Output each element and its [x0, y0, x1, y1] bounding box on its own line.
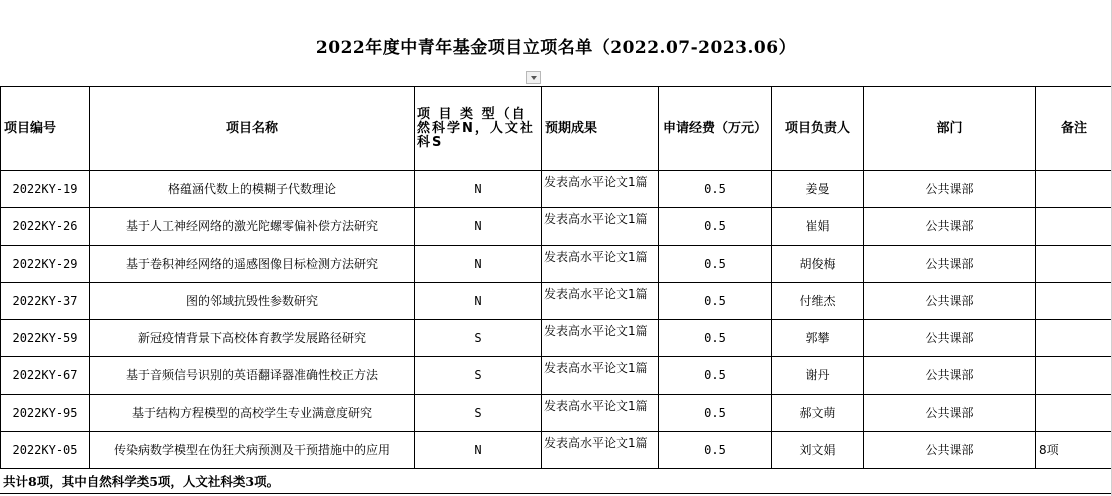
cell-type[interactable]: N — [415, 171, 542, 208]
cell-funding[interactable]: 0.5 — [659, 357, 772, 394]
header-funding: 申请经费（万元） — [659, 87, 772, 171]
cell-leader[interactable]: 谢丹 — [772, 357, 864, 394]
cell-type[interactable]: N — [415, 431, 542, 468]
cell-type[interactable]: S — [415, 357, 542, 394]
cell-dept[interactable]: 公共课部 — [864, 208, 1036, 245]
cell-outcome[interactable]: 发表高水平论文1篇 — [542, 357, 659, 394]
cell-type[interactable]: S — [415, 394, 542, 431]
cell-note[interactable] — [1036, 171, 1112, 208]
table-row — [1, 171, 1112, 208]
project-table — [0, 86, 1112, 469]
header-type: 项 目 类 型（自然科学N，人文社科S — [415, 87, 542, 171]
cell-name[interactable]: 格蕴涵代数上的模糊子代数理论 — [90, 171, 415, 208]
cell-outcome[interactable]: 发表高水平论文1篇 — [542, 394, 659, 431]
cell-note[interactable] — [1036, 245, 1112, 282]
cell-leader[interactable]: 刘文娟 — [772, 431, 864, 468]
cell-name[interactable]: 基于结构方程模型的高校学生专业满意度研究 — [90, 394, 415, 431]
table-row — [1, 208, 1112, 245]
cell-leader[interactable]: 郝文萌 — [772, 394, 864, 431]
header-dept: 部门 — [864, 87, 1036, 171]
cell-name[interactable]: 基于卷积神经网络的遥感图像目标检测方法研究 — [90, 245, 415, 282]
table-row — [1, 357, 1112, 394]
cell-leader[interactable]: 胡俊梅 — [772, 245, 864, 282]
cell-dept[interactable]: 公共课部 — [864, 320, 1036, 357]
table-row — [1, 320, 1112, 357]
cell-name[interactable]: 传染病数学模型在伪狂犬病预测及干预措施中的应用 — [90, 431, 415, 468]
cell-dept[interactable]: 公共课部 — [864, 394, 1036, 431]
cell-id[interactable]: 2022KY-67 — [1, 357, 90, 394]
header-outcome: 预期成果 — [542, 87, 659, 171]
cell-funding[interactable]: 0.5 — [659, 394, 772, 431]
cell-leader[interactable]: 付维杰 — [772, 282, 864, 319]
cell-outcome[interactable]: 发表高水平论文1篇 — [542, 320, 659, 357]
cell-type[interactable]: S — [415, 320, 542, 357]
cell-dept[interactable]: 公共课部 — [864, 171, 1036, 208]
cell-type[interactable]: N — [415, 208, 542, 245]
cell-outcome[interactable]: 发表高水平论文1篇 — [542, 431, 659, 468]
cell-name[interactable]: 基于音频信号识别的英语翻译器准确性校正方法 — [90, 357, 415, 394]
cell-note[interactable] — [1036, 394, 1112, 431]
cell-leader[interactable]: 郭攀 — [772, 320, 864, 357]
cell-outcome[interactable]: 发表高水平论文1篇 — [542, 282, 659, 319]
cell-note[interactable] — [1036, 208, 1112, 245]
cell-id[interactable]: 2022KY-29 — [1, 245, 90, 282]
cell-funding[interactable]: 0.5 — [659, 171, 772, 208]
cell-dept[interactable]: 公共课部 — [864, 357, 1036, 394]
cell-name[interactable]: 图的邻域抗毁性参数研究 — [90, 282, 415, 319]
cell-outcome[interactable]: 发表高水平论文1篇 — [542, 245, 659, 282]
cell-id[interactable]: 2022KY-59 — [1, 320, 90, 357]
cell-name[interactable]: 新冠疫情背景下高校体育教学发展路径研究 — [90, 320, 415, 357]
cell-note[interactable] — [1036, 357, 1112, 394]
cell-type[interactable]: N — [415, 245, 542, 282]
cell-id[interactable]: 2022KY-37 — [1, 282, 90, 319]
header-leader: 项目负责人 — [772, 87, 864, 171]
cell-id[interactable]: 2022KY-05 — [1, 431, 90, 468]
cell-funding[interactable]: 0.5 — [659, 320, 772, 357]
table-row — [1, 282, 1112, 319]
cell-outcome[interactable]: 发表高水平论文1篇 — [542, 208, 659, 245]
cell-funding[interactable]: 0.5 — [659, 245, 772, 282]
page-title: 2022年度中青年基金项目立项名单（2022.07-2023.06） — [315, 38, 797, 58]
table-row — [1, 431, 1112, 468]
header-name: 项目名称 — [90, 87, 415, 171]
cell-id[interactable]: 2022KY-26 — [1, 208, 90, 245]
table-row — [1, 245, 1112, 282]
cell-note[interactable]: 8项 — [1036, 431, 1112, 468]
cell-type[interactable]: N — [415, 282, 542, 319]
cell-funding[interactable]: 0.5 — [659, 208, 772, 245]
header-id: 项目编号 — [1, 87, 90, 171]
summary-footer: 共计8项，其中自然科学类5项，人文社科类3项。 — [3, 474, 280, 489]
cell-name[interactable]: 基于人工神经网络的激光陀螺零偏补偿方法研究 — [90, 208, 415, 245]
cell-note[interactable] — [1036, 320, 1112, 357]
cell-dept[interactable]: 公共课部 — [864, 245, 1036, 282]
cell-id[interactable]: 2022KY-95 — [1, 394, 90, 431]
cell-dept[interactable]: 公共课部 — [864, 431, 1036, 468]
cell-funding[interactable]: 0.5 — [659, 431, 772, 468]
header-note: 备注 — [1036, 87, 1112, 171]
cell-leader[interactable]: 姜曼 — [772, 171, 864, 208]
footer-divider — [0, 493, 1112, 494]
cell-dept[interactable]: 公共课部 — [864, 282, 1036, 319]
filter-dropdown-button[interactable] — [526, 71, 541, 84]
cell-id[interactable]: 2022KY-19 — [1, 171, 90, 208]
cell-outcome[interactable]: 发表高水平论文1篇 — [542, 171, 659, 208]
cell-funding[interactable]: 0.5 — [659, 282, 772, 319]
cell-leader[interactable]: 崔娟 — [772, 208, 864, 245]
table-row — [1, 394, 1112, 431]
cell-note[interactable] — [1036, 282, 1112, 319]
table-header-row — [1, 87, 1112, 171]
